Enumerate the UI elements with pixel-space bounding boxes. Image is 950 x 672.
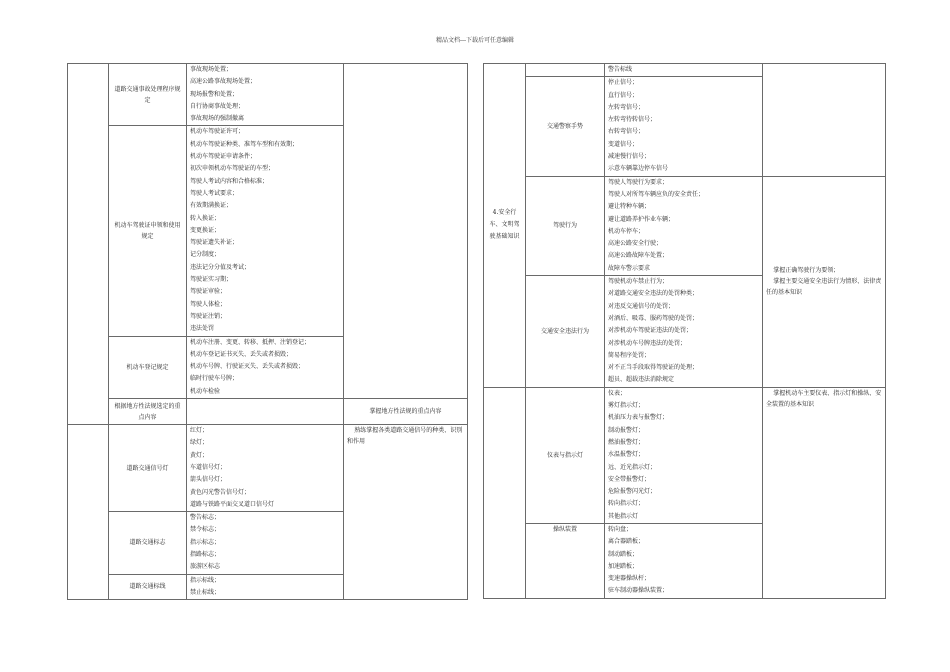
list-item: 有效期满换证； xyxy=(190,202,233,210)
list-item: 对不正当手段取得驾驶证的处理； xyxy=(608,364,699,372)
list-item: 红灯； xyxy=(190,427,209,435)
list-item: 旅游区标志 xyxy=(190,563,221,571)
list-item: 左转弯待转信号； xyxy=(608,116,657,124)
list-item: 雾灯指示灯； xyxy=(608,402,645,410)
module-cell: 4.安全行车、文明驾驶基础知识 xyxy=(484,64,526,388)
list-item: 水温报警灯； xyxy=(608,451,645,459)
list-item: 超员、超载违法消除规定 xyxy=(608,376,675,384)
list-item: 高速公路故障车处置； xyxy=(608,252,669,260)
list-item: 变道信号； xyxy=(608,140,639,148)
list-item: 驾驶证实习期； xyxy=(190,276,233,284)
table-row xyxy=(484,387,886,523)
list-item: 安全带报警灯； xyxy=(608,475,651,483)
list-item: 驻车制动器操纵装置； xyxy=(608,587,669,595)
requirement-text: 熟练掌握各类道路交通信号的种类、识别和作用 xyxy=(347,427,463,446)
list-item: 高速公路事故现场处置； xyxy=(190,78,257,86)
list-item: 制动踏板； xyxy=(608,550,639,558)
list-item: 事故现场的强制撤离 xyxy=(190,115,245,123)
item-content xyxy=(187,399,344,425)
list-item: 避让特种车辆； xyxy=(608,203,651,211)
list-item: 机动车驾驶证许可； xyxy=(190,128,245,136)
list-item: 驾驶人驾驶行为要求； xyxy=(608,178,669,186)
left-syllabus-table xyxy=(67,63,468,600)
list-item: 车道信号灯； xyxy=(190,463,227,471)
list-item: 黄灯； xyxy=(190,451,209,459)
list-item: 直行信号； xyxy=(608,91,639,99)
item-title: 根据地方性法规选定的重点内容 xyxy=(109,399,187,425)
list-item: 机动车登记证书灭失、丢失或者损毁； xyxy=(190,350,293,358)
module-cell xyxy=(68,64,109,425)
list-item: 道路与铁路平面交叉道口信号灯 xyxy=(190,500,275,508)
table-row xyxy=(68,425,468,512)
item-content xyxy=(187,512,344,574)
requirement-cell xyxy=(344,64,468,399)
item-content xyxy=(605,523,763,598)
list-item: 减速慢行信号； xyxy=(608,153,651,161)
list-item: 机动车号牌、行驶证灭失、丢失或者损毁； xyxy=(190,363,305,371)
item-content xyxy=(605,176,763,275)
requirement-text: 掌握主要交通安全违法行为情形、法律责任的基本知识 xyxy=(766,278,882,297)
requirement-cell xyxy=(344,425,468,600)
list-item: 绿灯； xyxy=(190,439,209,447)
list-item: 驾驶机动车禁止行为； xyxy=(608,278,669,286)
list-item: 驾驶人考试内容和合格标准； xyxy=(190,177,269,185)
list-item: 机动车停车； xyxy=(608,227,645,235)
list-item: 驾驶人考试要求； xyxy=(190,189,239,197)
item-title: 交通警察手势 xyxy=(526,77,605,176)
item-title: 道路交通信号灯 xyxy=(109,425,187,512)
item-title: 仪表与指示灯 xyxy=(526,387,605,523)
item-content xyxy=(605,276,763,388)
item-content xyxy=(605,64,763,77)
list-item: 指路标志； xyxy=(190,550,221,558)
item-content xyxy=(187,336,344,398)
list-item: 制动报警灯； xyxy=(608,426,645,434)
list-item: 驾驶证注销； xyxy=(190,312,227,320)
list-item: 对违反交通信号的处罚； xyxy=(608,302,675,310)
table-row xyxy=(68,399,468,425)
list-item: 其他指示灯 xyxy=(608,512,639,520)
table-row xyxy=(68,64,468,126)
list-item: 燃油报警灯； xyxy=(608,438,645,446)
list-item: 临时行驶车号牌； xyxy=(190,375,239,383)
item-title: 机动车登记规定 xyxy=(109,336,187,398)
list-item: 自行协商事故处理； xyxy=(190,102,245,110)
item-title: 操纵装置 xyxy=(526,523,605,598)
list-item: 黄色闪光警告信号灯； xyxy=(190,488,251,496)
list-item: 变更换证； xyxy=(190,226,221,234)
list-item: 高速公路安全行驶； xyxy=(608,240,663,248)
item-content xyxy=(187,126,344,336)
item-title: 驾驶行为 xyxy=(526,176,605,275)
list-item: 指示标志； xyxy=(190,538,221,546)
list-item: 禁令标志； xyxy=(190,526,221,534)
page-header: 精品文档---下载后可任意编辑 xyxy=(435,37,515,44)
requirement-cell xyxy=(763,176,886,387)
item-content xyxy=(605,77,763,176)
module-cell xyxy=(484,387,526,598)
list-item: 记分制度； xyxy=(190,251,221,259)
list-item: 简易程序处罚； xyxy=(608,351,651,359)
list-item: 驾驶人体检； xyxy=(190,300,227,308)
list-item: 转入换证； xyxy=(190,214,221,222)
item-title: 道路交通标线 xyxy=(109,574,187,600)
list-item: 事故现场处置； xyxy=(190,66,233,73)
list-item: 避让道路养护作业车辆； xyxy=(608,215,675,223)
list-item: 指示标线； xyxy=(190,576,221,584)
list-item: 对涉机动车驾驶证违法的处罚； xyxy=(608,327,693,335)
requirement-text: 掌握正确驾驶行为要领； xyxy=(773,267,840,275)
item-title: 交通安全违法行为 xyxy=(526,276,605,388)
list-item: 危险报警闪光灯； xyxy=(608,488,657,496)
list-item: 转向盘； xyxy=(608,525,633,533)
item-content xyxy=(187,425,344,512)
list-item: 加速踏板； xyxy=(608,562,639,570)
list-item: 示意车辆靠边停车信号 xyxy=(608,165,669,173)
list-item: 机油压力表与报警灯； xyxy=(608,414,669,422)
list-item: 仪表； xyxy=(608,389,627,397)
item-content xyxy=(605,387,763,523)
list-item: 变速器操纵杆； xyxy=(608,575,651,583)
item-title: 道路交通标志 xyxy=(109,512,187,574)
list-item: 驾驶证审验； xyxy=(190,288,227,296)
list-item: 对道路交通安全违法的处罚种类； xyxy=(608,290,699,298)
list-item: 现场报警和处置； xyxy=(190,90,239,98)
list-item: 警告标志； xyxy=(190,514,221,522)
item-title: 道路交通事故处理程序规定 xyxy=(109,64,187,126)
list-item: 故障车警示要求 xyxy=(608,264,651,272)
list-item: 停止信号； xyxy=(608,79,639,87)
list-item: 左转弯信号； xyxy=(608,103,645,111)
requirement-cell xyxy=(763,64,886,177)
list-item: 警告标线 xyxy=(608,66,633,73)
list-item: 机动车驾驶证种类、准驾车型和有效期； xyxy=(190,140,299,148)
module-cell xyxy=(68,425,109,600)
item-title: 机动车驾驶证申领和使用规定 xyxy=(109,126,187,336)
list-item: 箭头信号灯； xyxy=(190,476,227,484)
list-item: 机动车注册、变更、转移、抵押、注销登记； xyxy=(190,338,311,346)
requirement-cell: 掌握地方性法规的重点内容 xyxy=(344,399,468,425)
list-item: 驾驶证遗失补证； xyxy=(190,239,239,247)
list-item: 离合器踏板； xyxy=(608,538,645,546)
list-item: 对酒后、吸毒、服药驾驶的处罚； xyxy=(608,314,699,322)
list-item: 机动车驾驶证申请条件； xyxy=(190,153,257,161)
table-row xyxy=(484,64,886,77)
list-item: 初次申领机动车驾驶证的车型； xyxy=(190,165,275,173)
list-item: 远、近光指示灯； xyxy=(608,463,657,471)
item-title xyxy=(526,64,605,77)
right-syllabus-table xyxy=(483,63,886,599)
list-item: 右转弯信号； xyxy=(608,128,645,136)
list-item: 禁止标线； xyxy=(190,588,221,596)
table-row xyxy=(484,176,886,275)
item-content xyxy=(187,574,344,600)
list-item: 违法处罚 xyxy=(190,325,215,333)
requirement-text: 掌握机动车主要仪表、指示灯和操纵、安全装置的基本知识 xyxy=(766,389,882,408)
list-item: 机动车检验 xyxy=(190,387,221,395)
item-content xyxy=(187,64,344,126)
list-item: 违法记分分值及考试； xyxy=(190,263,251,271)
list-item: 驾驶人对所驾车辆应负的安全责任； xyxy=(608,190,705,198)
list-item: 转向指示灯； xyxy=(608,500,645,508)
requirement-cell xyxy=(763,387,886,598)
list-item: 对涉机动车号牌违法的处罚； xyxy=(608,339,687,347)
